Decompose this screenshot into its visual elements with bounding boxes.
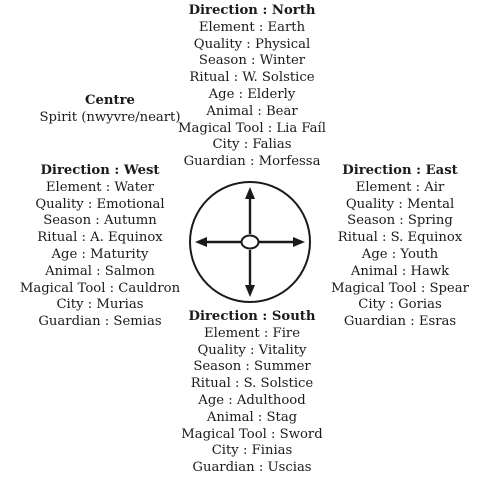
centre-block: [20, 93, 200, 127]
north-line: City : Falias: [212, 137, 292, 153]
east-line: Age : Youth: [361, 246, 439, 262]
south-line: Magical Tool : Sword: [181, 426, 323, 442]
north-line: Guardian : Morfessa: [183, 154, 321, 170]
east-arrowhead: [293, 237, 305, 247]
east-line: City : Gorias: [358, 297, 442, 313]
north-block: [152, 3, 352, 171]
south-line: City : Finias: [211, 443, 293, 459]
south-block: [152, 309, 352, 477]
south-heading: Direction : South: [188, 309, 316, 324]
east-line: Animal : Hawk: [350, 263, 450, 279]
north-line: Animal : Bear: [206, 103, 298, 119]
west-line: Animal : Salmon: [45, 263, 155, 279]
west-line: Age : Maturity: [51, 246, 149, 262]
east-line: Quality : Mental: [345, 196, 455, 212]
compass-diagram: [187, 179, 313, 305]
west-line: Ritual : A. Equinox: [37, 230, 163, 246]
east-line: Element : Air: [355, 179, 445, 195]
centre-line: Spirit (nwyvre/neart): [39, 109, 181, 125]
south-line: Age : Adulthood: [198, 392, 306, 408]
south-line: Element : Fire: [203, 325, 301, 341]
west-block: [5, 163, 195, 331]
east-line: Magical Tool : Spear: [331, 280, 469, 296]
centre-hub: [242, 236, 259, 249]
east-heading: Direction : East: [342, 163, 458, 178]
west-line: Quality : Emotional: [35, 196, 165, 212]
north-arrowhead: [245, 187, 255, 199]
north-line: Element : Earth: [198, 19, 306, 35]
west-line: Element : Water: [45, 179, 155, 195]
south-line: Guardian : Uscias: [192, 460, 312, 476]
west-heading: Direction : West: [40, 163, 160, 178]
south-line: Animal : Stag: [206, 409, 298, 425]
south-line: Season : Summer: [193, 359, 311, 375]
north-line: Ritual : W. Solstice: [189, 70, 315, 86]
west-line: Guardian : Semias: [38, 314, 162, 330]
west-line: Magical Tool : Cauldron: [19, 280, 181, 296]
west-line: Season : Autumn: [43, 213, 157, 229]
centre-heading: Centre: [85, 93, 135, 108]
south-line: Ritual : S. Solstice: [190, 376, 314, 392]
north-heading: Direction : North: [188, 3, 316, 18]
west-arrowhead: [195, 237, 207, 247]
north-line: Quality : Physical: [193, 36, 311, 52]
north-line: Magical Tool : Lia Faíl: [178, 120, 326, 136]
north-line: Age : Elderly: [208, 86, 296, 102]
south-arrowhead: [245, 285, 255, 297]
south-line: Quality : Vitality: [197, 342, 307, 358]
east-line: Ritual : S. Equinox: [337, 230, 463, 246]
east-line: Season : Spring: [347, 213, 453, 229]
north-line: Season : Winter: [198, 53, 306, 69]
west-line: City : Murias: [56, 297, 144, 313]
east-line: Guardian : Esras: [343, 314, 457, 330]
east-block: [300, 163, 500, 331]
